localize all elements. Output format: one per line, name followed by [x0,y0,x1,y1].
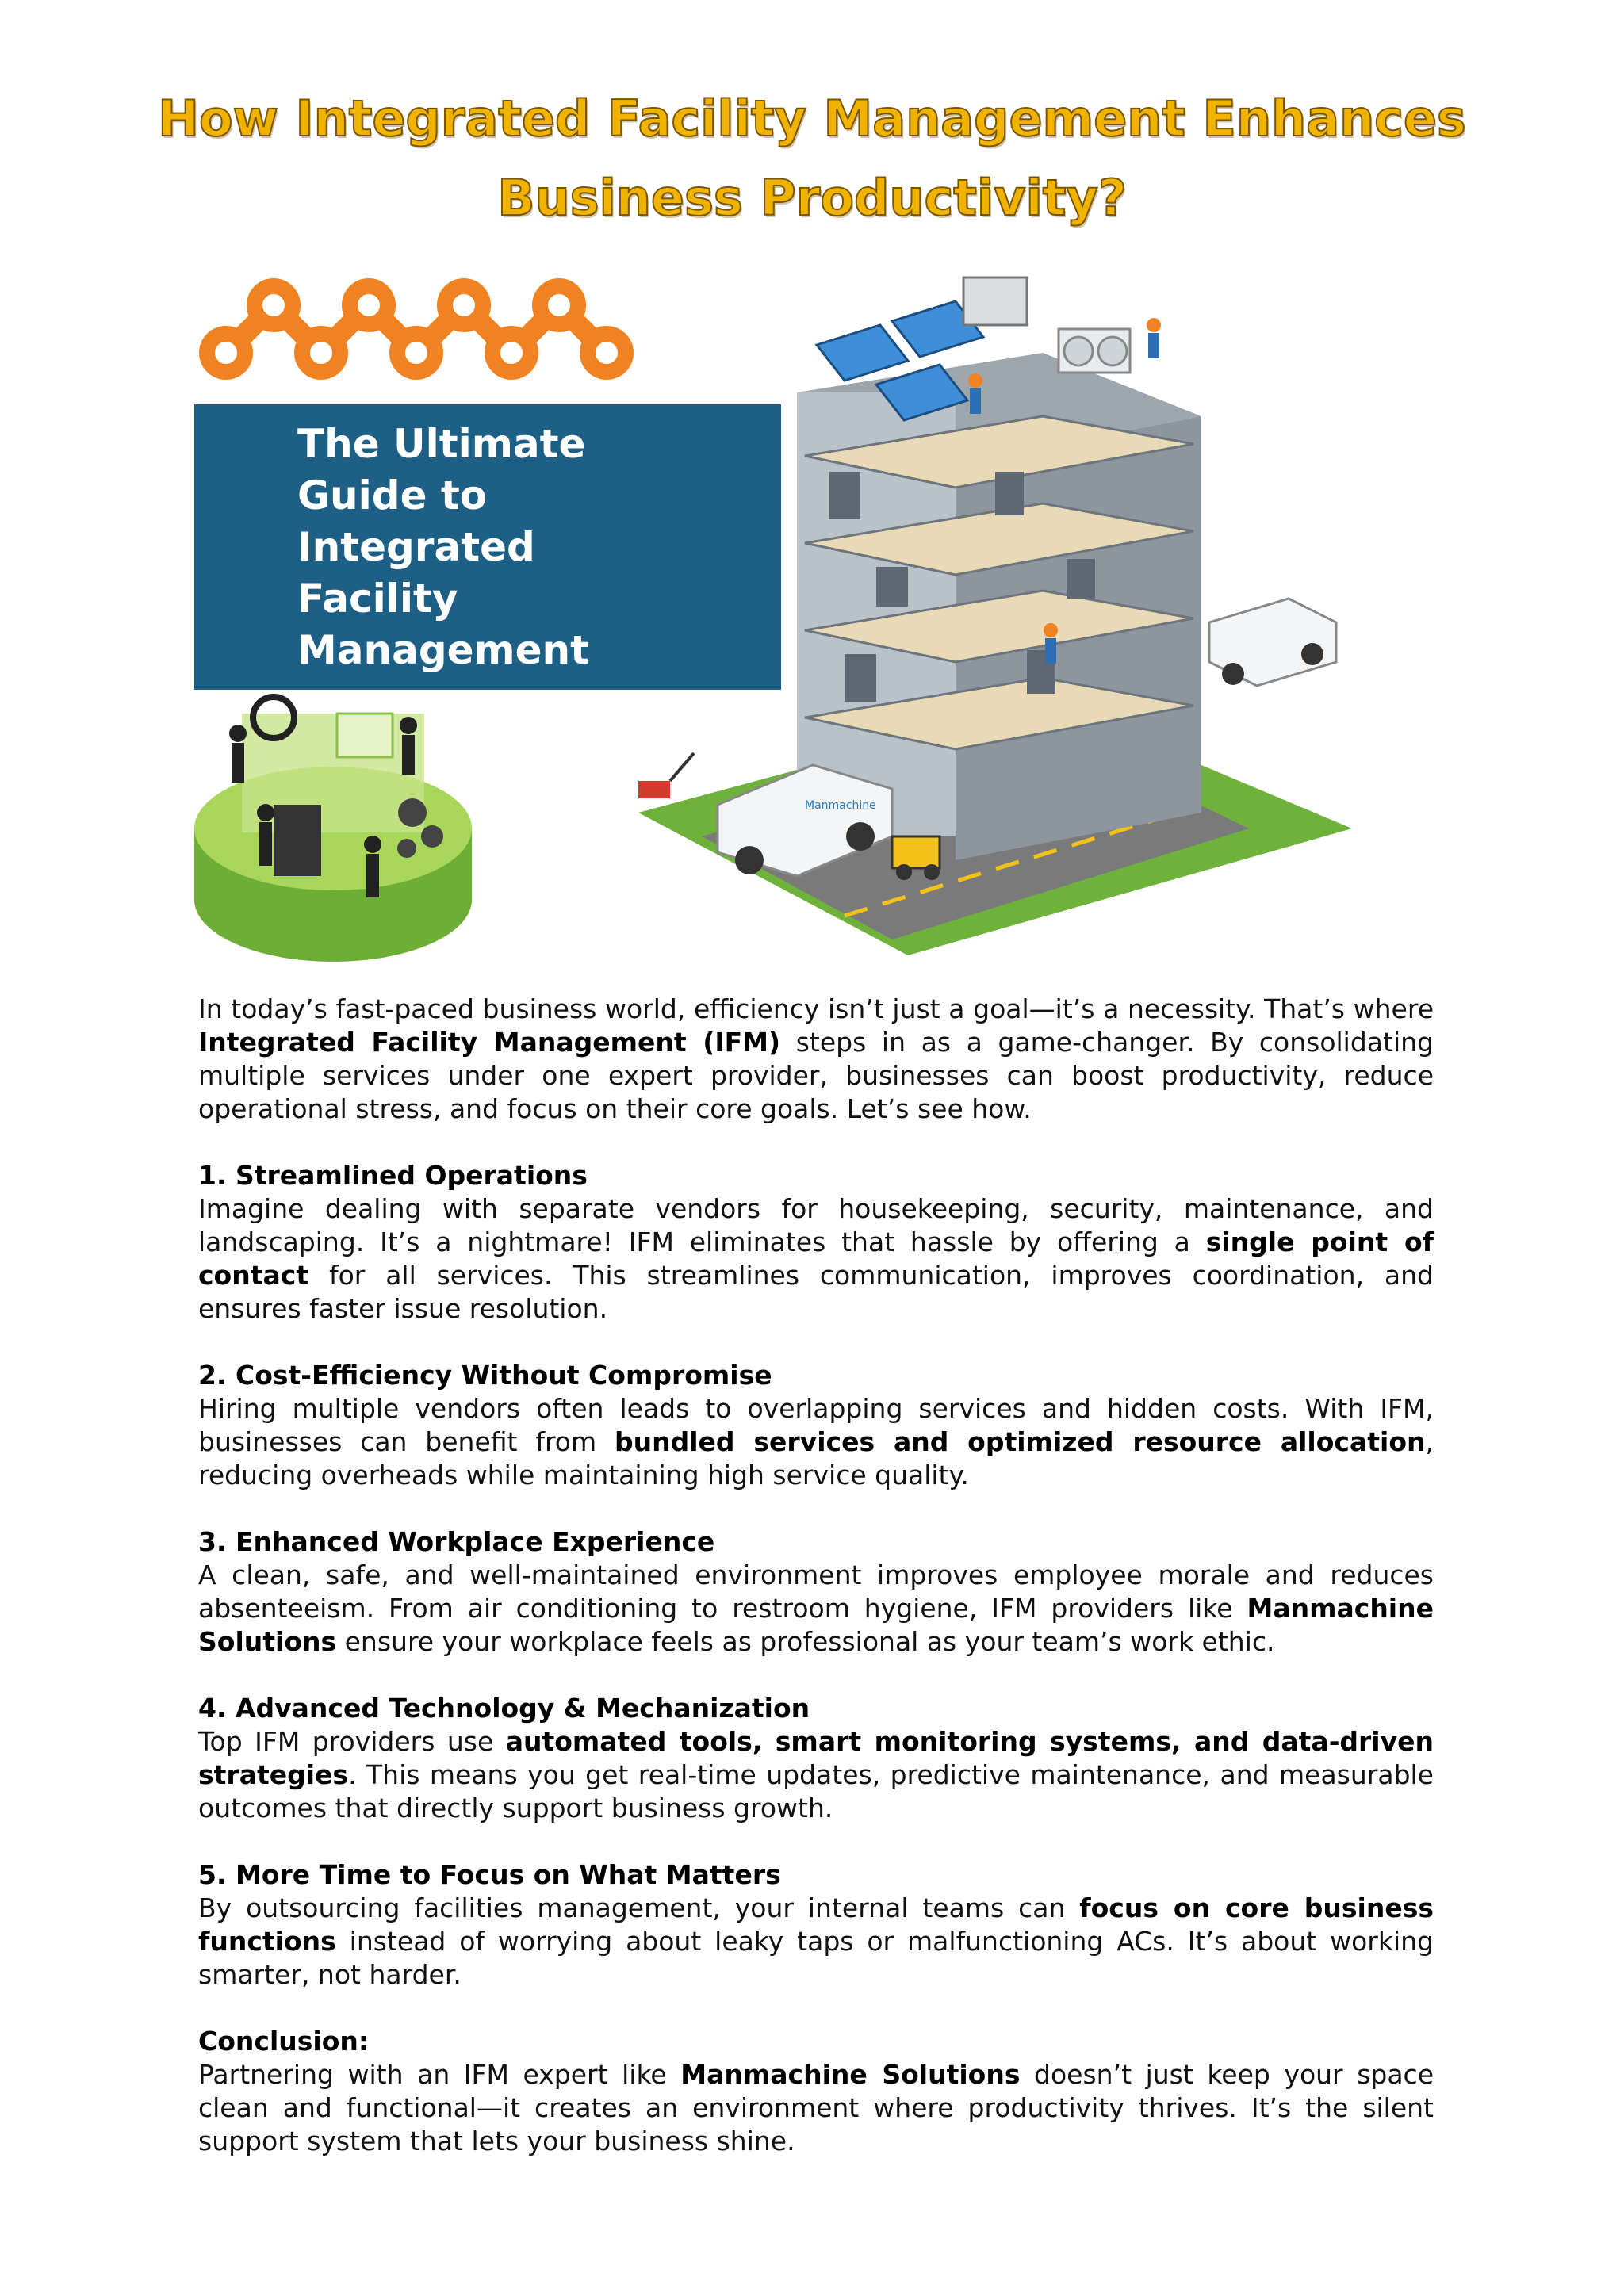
banner-line-4: Facility [297,576,458,622]
flowchart-icon [337,714,393,757]
section-heading: Conclusion: [198,2026,370,2057]
article-body [198,993,1434,2158]
van-label: Manmachine [805,799,876,812]
banner-line-2: Guide to [297,473,488,519]
section-workplace-experience [198,1525,1434,1659]
section-focus [198,1858,1434,1992]
section-heading: 4. Advanced Technology & Mechanization [198,1693,810,1724]
banner-line-5: Management [297,627,590,673]
banner-line-1: The Ultimate [297,421,586,467]
section-heading: 1. Streamlined Operations [198,1160,588,1191]
page-title [143,79,1481,238]
section-conclusion [198,2025,1434,2158]
section-heading: 2. Cost-Efficiency Without Compromise [198,1360,772,1391]
section-heading: 3. Enhanced Workplace Experience [198,1526,715,1557]
section-paragraph: A clean, safe, and well-maintained environment improves employee morale and reduces absenteeism. From air conditioning to restroom hygiene, IFM providers like Manmachine Solutions ensure your workplace feels as professional as your team’s work ethic. [198,1559,1434,1657]
section-cost-efficiency [198,1359,1434,1492]
section-paragraph: Top IFM providers use automated tools, smart monitoring systems, and data-driven strategies. This means you get real-time updates, predictive maintenance, and measurable outcomes that directly support business growth. [198,1726,1434,1823]
title-line-2: Business Productivity? [497,169,1127,227]
intro-paragraph: In today’s fast-paced business world, efficiency isn’t just a goal—it’s a necessity. That’s where Integrated Facility Management (IFM) steps in as a game-changer. By consolidating multiple services under one expert provider, businesses can boost productivity, reduce operational stress, and focus on their core goals. Let’s see how. [198,993,1434,1124]
section-technology [198,1692,1434,1825]
green-platform-illustration [194,697,472,962]
control-panel-icon [274,805,321,876]
chain-logo-rings [207,286,626,372]
section-paragraph: Imagine dealing with separate vendors for housekeeping, security, maintenance, and landscaping. It’s a nightmare! IFM eliminates that hassle by offering a single point of contact for all services. This streamlines communication, improves coordination, and ensures faster issue resolution. [198,1193,1434,1324]
lawn-mower-icon [638,753,694,798]
service-van-icon-2 [1209,599,1336,686]
title-line-1: How Integrated Facility Management Enhances [158,90,1466,147]
rooftop-unit-icon [963,277,1027,325]
hero-illustration [194,258,1376,967]
ac-unit-icon [1059,329,1130,373]
section-paragraph: Hiring multiple vendors often leads to overlapping services and hidden costs. With IFM, businesses can benefit from bundled services and optimized resource allocation, reducing overheads while maintaining high service quality. [198,1393,1434,1490]
section-paragraph: Partnering with an IFM expert like Manmachine Solutions doesn’t just keep your space clean and functional—it creates an environment where productivity thrives. It’s the silent support system that lets your business shine. [198,2059,1434,2156]
section-heading: 5. More Time to Focus on What Matters [198,1859,781,1890]
section-streamlined-operations [198,1159,1434,1326]
banner-line-3: Integrated [297,524,535,570]
section-paragraph: By outsourcing facilities management, your internal teams can focus on core business functions instead of worrying about leaky taps or malfunctioning ACs. It’s about working smarter, not harder. [198,1892,1434,1990]
